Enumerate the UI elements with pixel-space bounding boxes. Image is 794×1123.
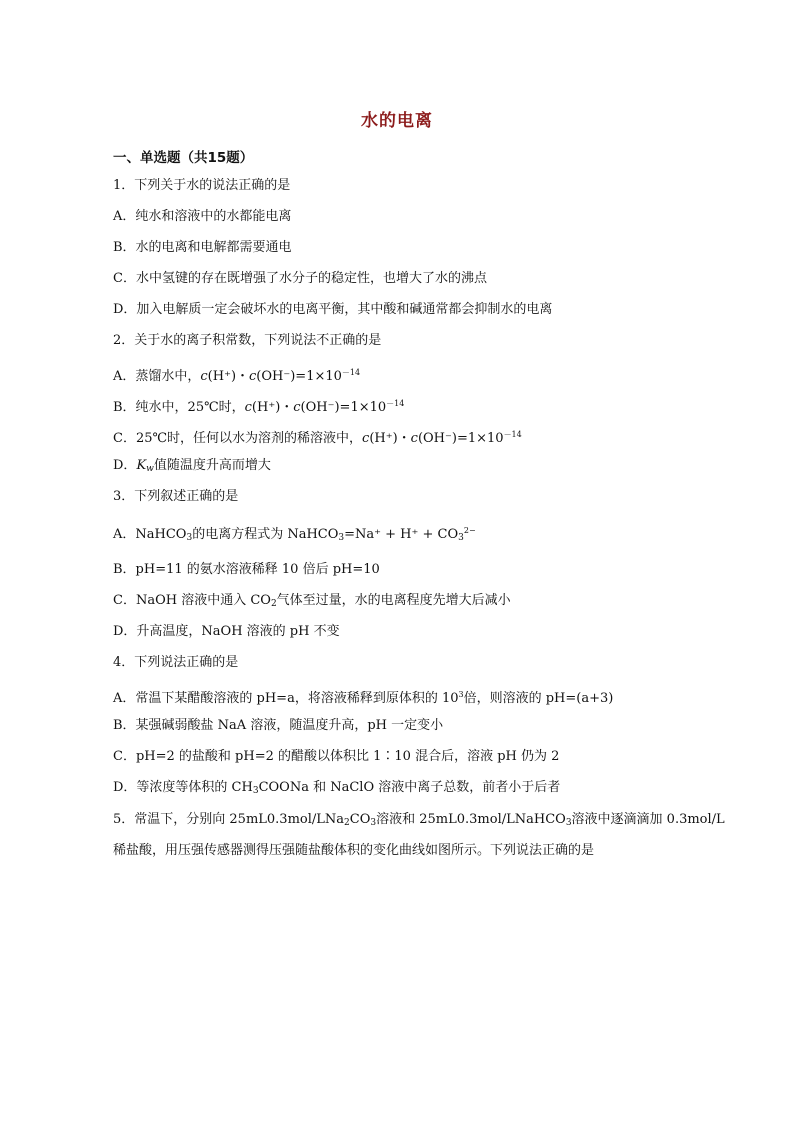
- option-d-text: 值随温度升高而增大: [153, 458, 271, 473]
- option-c-text: C．25℃时，任何以水为溶剂的稀溶液中，: [113, 431, 363, 446]
- subscript: 3: [458, 533, 464, 543]
- subscript: 3: [252, 786, 259, 796]
- concentration-symbol: c: [410, 431, 418, 446]
- q5-text: 5．常温下，分别向 25mL0.3mol/LNa: [113, 812, 345, 827]
- question-2-stem: 2．关于水的离子积常数，下列说法不正确的是: [113, 333, 382, 348]
- option-c-text: C．NaOH 溶液中通入 CO: [113, 593, 271, 608]
- option-a-text: A．常温下某醋酸溶液的 pH=a，将溶液稀释到原体积的 10: [113, 691, 459, 706]
- question-2-option-b: [113, 395, 404, 417]
- h-plus: (H⁺)・: [251, 400, 294, 415]
- oh-minus: (OH⁻)=1×10: [417, 431, 504, 446]
- oh-minus: (OH⁻)=1×10: [300, 400, 387, 415]
- concentration-symbol: c: [200, 369, 208, 384]
- question-4-stem: 4．下列说法正确的是: [113, 655, 239, 670]
- subscript: 3: [370, 818, 377, 828]
- question-2-option-c: [113, 426, 522, 448]
- question-3-option-b: B．pH=11 的氨水溶液稀释 10 倍后 pH=10: [113, 562, 380, 577]
- question-1-option-a: A．纯水和溶液中的水都能电离: [113, 209, 292, 224]
- option-d-rest: COONa 和 NaClO 溶液中离子总数，前者小于后者: [258, 780, 561, 795]
- question-3-option-a: [113, 522, 476, 547]
- option-a-mid: 的电离方程式为 NaHCO: [192, 527, 339, 542]
- question-2-option-d: [113, 457, 271, 478]
- q5-mid: 溶液和 25mL0.3mol/LNaHCO: [376, 812, 566, 827]
- page-title: 水的电离: [361, 111, 433, 131]
- question-5-line-2: 稀盐酸，用压强传感器测得压强随盐酸体积的变化曲线如图所示。下列说法正确的是: [113, 843, 595, 858]
- h-plus: (H⁺)・: [369, 431, 411, 446]
- concentration-symbol: c: [244, 400, 252, 415]
- section-heading: 一、单选题（共15题）: [113, 150, 254, 166]
- option-d-label: D．: [113, 458, 137, 473]
- question-3-stem: 3．下列叙述正确的是: [113, 489, 239, 504]
- option-a-text: A．蒸馏水中，: [113, 369, 201, 384]
- concentration-symbol: c: [293, 400, 301, 415]
- ionization-equation: =Na⁺ + H⁺ + CO: [344, 527, 459, 542]
- kw-subscript: w: [146, 464, 154, 474]
- exponent: －14: [386, 399, 405, 408]
- question-4-option-b: B．某强碱弱酸盐 NaA 溶液，随温度升高，pH 一定变小: [113, 718, 444, 733]
- question-1-option-c: C．水中氢键的存在既增强了水分子的稳定性，也增大了水的沸点: [113, 271, 487, 286]
- question-3-option-d: D．升高温度，NaOH 溶液的 pH 不变: [113, 624, 340, 639]
- question-4-option-d: [113, 779, 560, 800]
- option-d-text: D．等浓度等体积的 CH: [113, 780, 253, 795]
- question-1-option-b: B．水的电离和电解都需要通电: [113, 240, 292, 255]
- subscript: 2: [270, 599, 277, 609]
- exponent: 3: [458, 690, 464, 699]
- option-b-text: B．纯水中，25℃时，: [113, 400, 245, 415]
- question-4-option-a: [113, 686, 613, 708]
- exponent: －14: [341, 368, 361, 377]
- question-4-option-c: C．pH=2 的盐酸和 pH=2 的醋酸以体积比 1∶10 混合后，溶液 pH 仍为 2: [113, 749, 560, 764]
- option-c-rest: 气体至过量，水的电离程度先增大后减小: [276, 593, 511, 608]
- subscript: 3: [338, 533, 345, 543]
- question-1-stem: 1．下列关于水的说法正确的是: [113, 178, 291, 193]
- ion-charge: 2−: [463, 526, 476, 535]
- option-a-rest: 倍，则溶液的 pH=(a+3): [463, 691, 614, 706]
- question-1-option-d: D．加入电解质一定会破坏水的电离平衡，其中酸和碱通常都会抑制水的电离: [113, 302, 553, 317]
- subscript: 3: [186, 533, 193, 543]
- concentration-symbol: c: [249, 369, 257, 384]
- kw-symbol: K: [136, 458, 147, 473]
- oh-minus: (OH⁻)=1×10: [256, 369, 342, 384]
- h-plus: (H⁺)・: [207, 369, 250, 384]
- subscript: 2: [344, 818, 350, 828]
- concentration-symbol: c: [362, 431, 370, 446]
- question-5-line-1: [113, 811, 725, 832]
- q5-co: CO: [349, 812, 371, 827]
- exponent: －14: [503, 430, 522, 439]
- question-3-option-c: [113, 592, 511, 613]
- option-a-text: A．NaHCO: [113, 527, 187, 542]
- question-2-option-a: [113, 364, 360, 386]
- q5-rest: 溶液中逐滴滴加 0.3mol/L: [571, 812, 725, 827]
- subscript: 3: [565, 818, 572, 828]
